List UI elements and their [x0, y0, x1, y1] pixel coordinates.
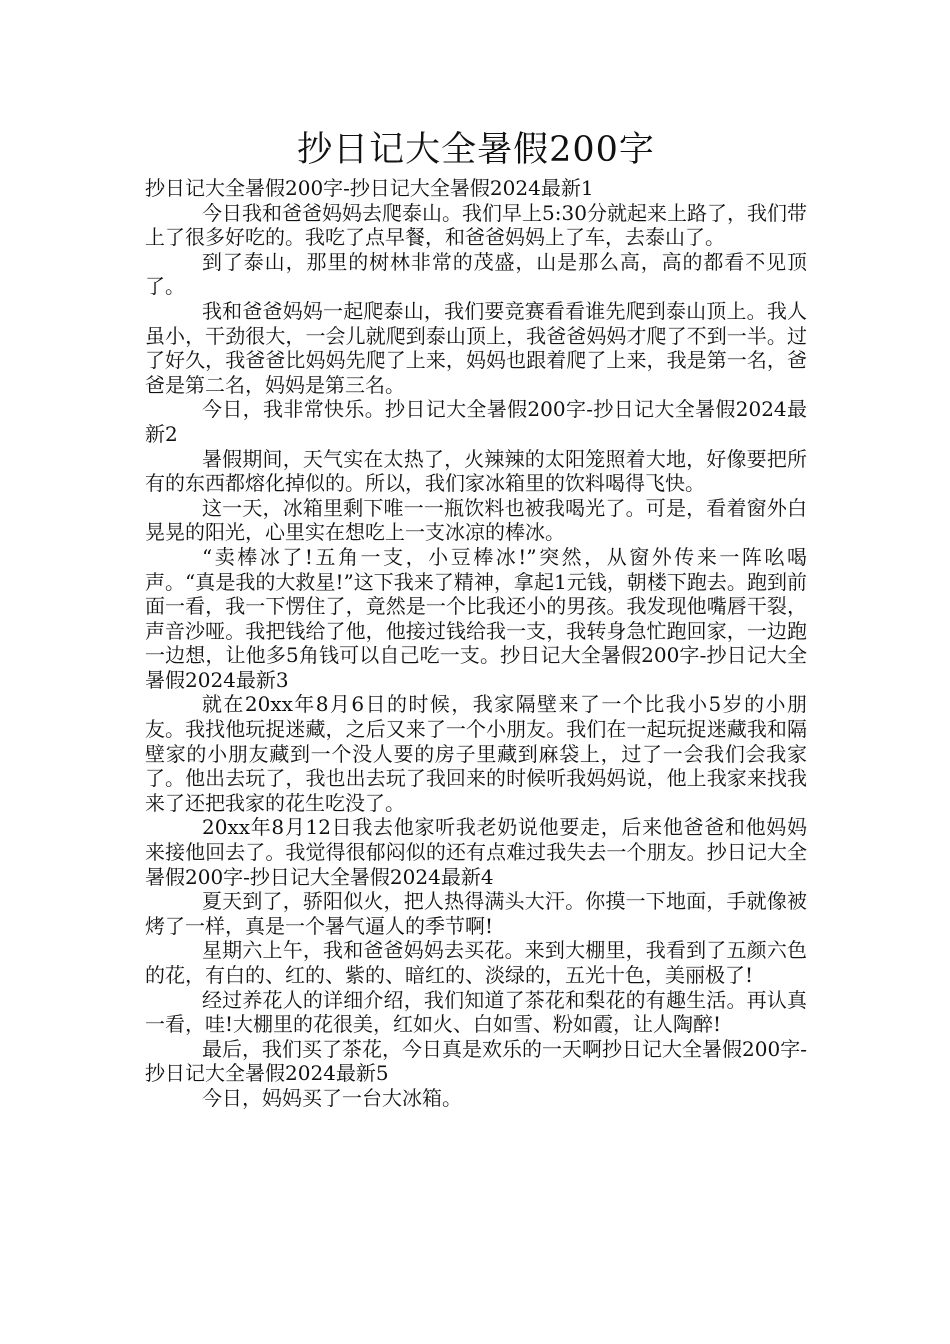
paragraph: 就在20xx年8月6日的时候，我家隔壁来了一个比我小5岁的小朋友。我找他玩捉迷藏，之后又来了一个小朋友。我们在一起玩捉迷藏我和隔壁家的小朋友藏到一个没人要的房子里藏到麻袋上，过了一会我们会我家了。他出去玩了，我也出去玩了我回来的时候听我妈妈说，他上我家来找我来了还把我家的花生吃没了。 — [145, 692, 807, 815]
paragraph: 我和爸爸妈妈一起爬泰山，我们要竞赛看看谁先爬到泰山顶上。我人虽小，干劲很大，一会儿就爬到泰山顶上，我爸爸妈妈才爬了不到一半。过了好久，我爸爸比妈妈先爬了上来，妈妈也跟着爬了上来，我是第一名，爸爸是第二名，妈妈是第三名。 — [145, 298, 807, 397]
document-page — [145, 128, 807, 1111]
paragraph: “卖棒冰了!五角一支，小豆棒冰!”突然，从窗外传来一阵吆喝声。“真是我的大救星!”这下我来了精神，拿起1元钱，朝楼下跑去。跑到前面一看，我一下愣住了，竟然是一个比我还小的男孩。我发现他嘴唇干裂，声音沙哑。我把钱给了他，他接过钱给我一支，我转身急忙跑回家，一边跑一边想，让他多5角钱可以自己吃一支。抄日记大全暑假200字-抄日记大全暑假2024最新3 — [145, 544, 807, 692]
paragraph: 最后，我们买了茶花，今日真是欢乐的一天啊抄日记大全暑假200字-抄日记大全暑假2024最新5 — [145, 1036, 807, 1086]
paragraph: 今日我和爸爸妈妈去爬泰山。我们早上5:30分就起来上路了，我们带上了很多好吃的。我吃了点早餐，和爸爸妈妈上了车，去泰山了。 — [145, 200, 807, 250]
paragraph: 夏天到了，骄阳似火，把人热得满头大汗。你摸一下地面，手就像被烤了一样，真是一个暑气逼人的季节啊! — [145, 889, 807, 938]
paragraph: 抄日记大全暑假200字-抄日记大全暑假2024最新1 — [145, 176, 594, 200]
document-body — [145, 176, 807, 1111]
paragraph: 到了泰山，那里的树林非常的茂盛，山是那么高，高的都看不见顶了。 — [145, 249, 807, 299]
paragraph: 暑假期间，天气实在太热了，火辣辣的太阳笼照着大地，好像要把所有的东西都熔化掉似的。所以，我们家冰箱里的饮料喝得飞快。 — [145, 446, 807, 496]
paragraph: 星期六上午，我和爸爸妈妈去买花。来到大棚里，我看到了五颜六色的花，有白的、红的、紫的、暗红的、淡绿的，五光十色，美丽极了! — [145, 938, 807, 987]
paragraph: 经过养花人的详细介绍，我们知道了茶花和梨花的有趣生活。再认真一看，哇!大棚里的花很美，红如火、白如雪、粉如霞，让人陶醉! — [145, 987, 807, 1037]
paragraph: 今日，我非常快乐。抄日记大全暑假200字-抄日记大全暑假2024最新2 — [145, 397, 807, 446]
paragraph: 今日，妈妈买了一台大冰箱。 — [202, 1085, 462, 1110]
document-title: 抄日记大全暑假200字 — [297, 130, 655, 170]
paragraph: 这一天，冰箱里剩下唯一一瓶饮料也被我喝光了。可是，看着窗外白晃晃的阳光，心里实在想吃上一支冰凉的棒冰。 — [145, 495, 807, 545]
paragraph: 20xx年8月12日我去他家听我老奶说他要走，后来他爸爸和他妈妈来接他回去了。我觉得很郁闷似的还有点难过我失去一个朋友。抄日记大全暑假200字-抄日记大全暑假2024最新4 — [145, 815, 807, 889]
